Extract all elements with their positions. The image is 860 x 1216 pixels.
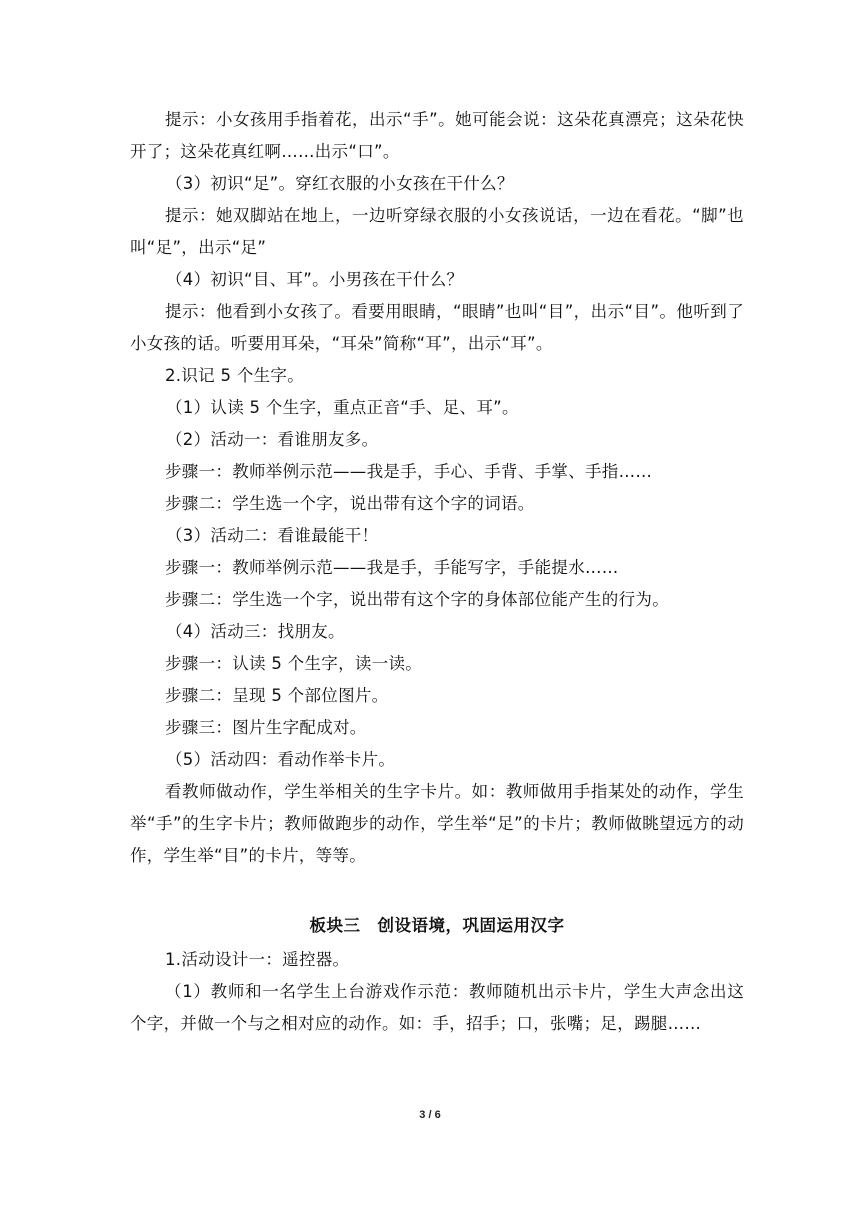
paragraph-activity1-step1: 步骤一：教师举例示范——我是手，手心、手背、手掌、手指……	[165, 462, 653, 481]
paragraph-sub-1: （1）认读 5 个生字，重点正音“手、足、耳”。	[166, 398, 519, 417]
paragraph-activity1-step2: 步骤二：学生选一个字，说出带有这个字的词语。	[165, 494, 535, 513]
document-body	[130, 104, 744, 1040]
paragraph-sub-2: （2）活动一：看谁朋友多。	[166, 430, 379, 449]
paragraph-sub-3: （3）活动二：看谁最能干！	[166, 526, 379, 545]
paragraph-hint-hand-mouth: 提示：小女孩用手指着花，出示“手”。她可能会说：这朵花真漂亮；这朵花快开了；这朵花真红啊……出示“口”。	[130, 110, 744, 161]
paragraph-activity3-step3: 步骤三：图片生字配成对。	[165, 718, 367, 737]
paragraph-activity3-step2: 步骤二：呈现 5 个部位图片。	[165, 686, 389, 705]
paragraph-step-2: 2.识记 5 个生字。	[165, 366, 305, 385]
paragraph-design-1: 1.活动设计一：遥控器。	[165, 950, 350, 969]
paragraph-activity4-desc: 看教师做动作，学生举相关的生字卡片。如：教师做用手指某处的动作，学生举“手”的生字卡片；教师做跑步的动作，学生举“足”的卡片；教师做眺望远方的动作，学生举“目”的卡片，等等。	[130, 782, 744, 865]
page-number: 3 / 6	[419, 1109, 441, 1121]
paragraph-item-4: （4）初识“目、耳”。小男孩在干什么？	[166, 270, 464, 289]
paragraph-design-1-sub-1: （1）教师和一名学生上台游戏作示范：教师随机出示卡片，学生大声念出这个字，并做一个与之相对应的动作。如：手，招手；口，张嘴；足，踢腿……	[130, 982, 744, 1033]
paragraph-hint-eye-ear: 提示：他看到小女孩了。看要用眼睛，“眼睛”也叫“目”，出示“目”。他听到了小女孩的话。听要用耳朵，“耳朵”简称“耳”，出示“耳”。	[130, 302, 744, 353]
paragraph-sub-5: （5）活动四：看动作举卡片。	[166, 750, 396, 769]
paragraph-activity2-step2: 步骤二：学生选一个字，说出带有这个字的身体部位能产生的行为。	[165, 590, 669, 609]
paragraph-activity2-step1: 步骤一：教师举例示范——我是手，手能写字，手能提水……	[165, 558, 619, 577]
paragraph-item-3: （3）初识“足”。穿红衣服的小女孩在干什么？	[166, 174, 514, 193]
paragraph-hint-foot: 提示：她双脚站在地上，一边听穿绿衣服的小女孩说话，一边在看花。“脚”也叫“足”，出示“足”	[130, 206, 744, 257]
paragraph-sub-4: （4）活动三：找朋友。	[166, 622, 345, 641]
section-heading: 板块三 创设语境，巩固运用汉字	[309, 916, 565, 935]
paragraph-activity3-step1: 步骤一：认读 5 个生字，读一读。	[165, 654, 423, 673]
